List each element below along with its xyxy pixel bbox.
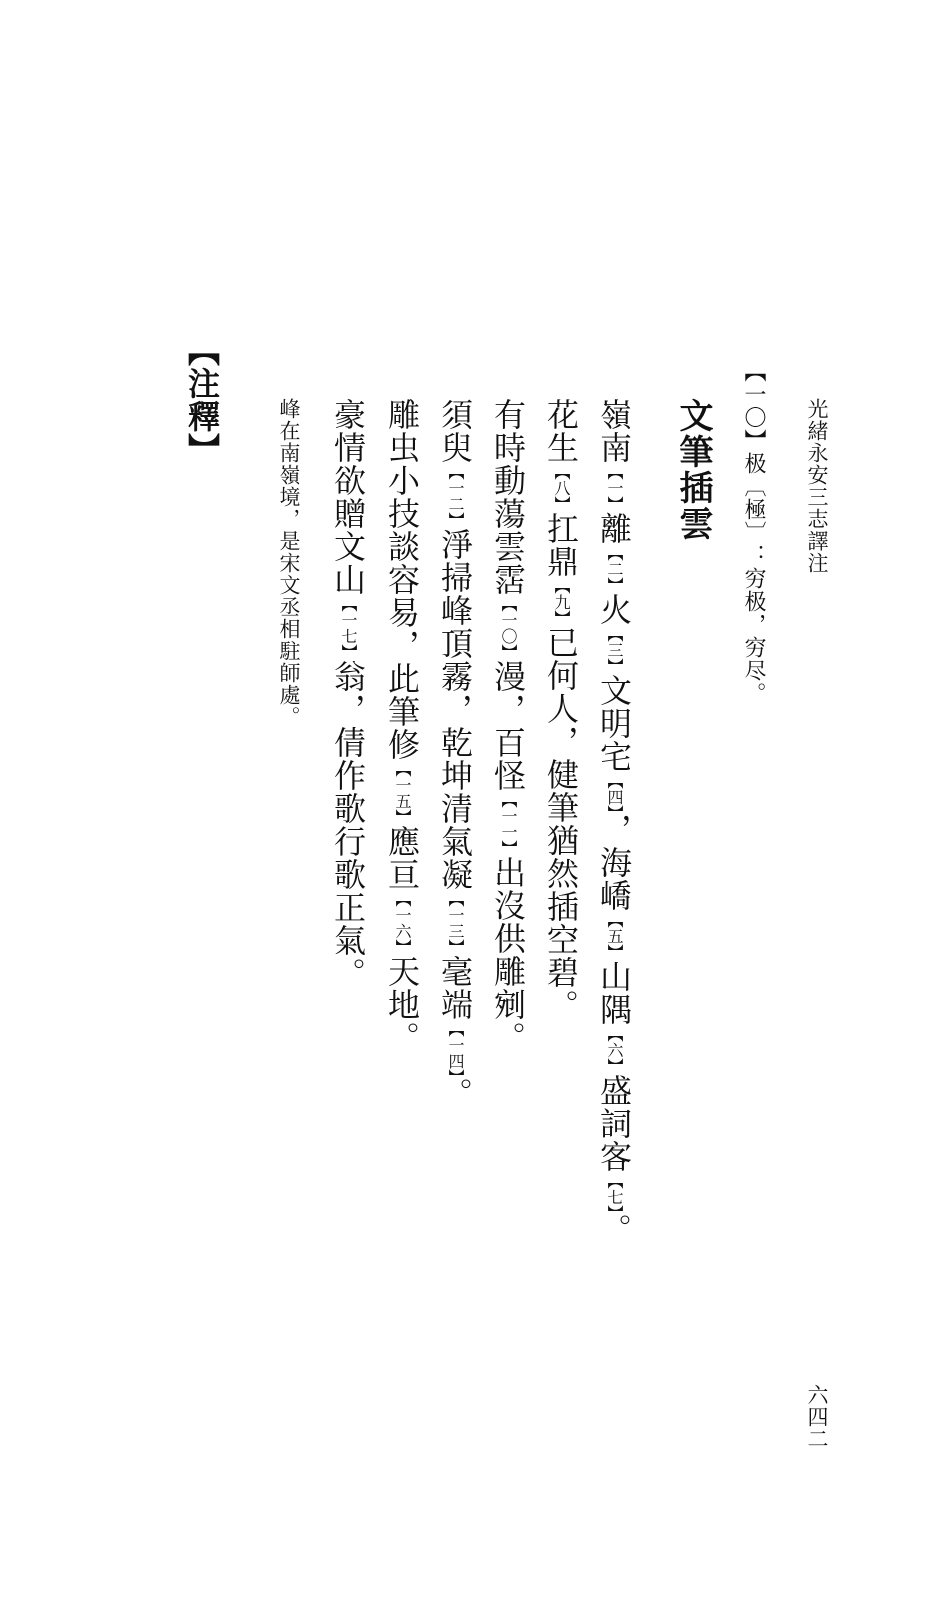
note-marker: 【一〇】 <box>499 596 518 660</box>
note-marker: 【五】 <box>605 912 624 960</box>
note-marker: 【六】 <box>605 1026 624 1074</box>
note-marker: 【一】 <box>605 464 624 512</box>
note-marker: 【一一】 <box>499 792 518 856</box>
poem-text: 出沒供雕剜。 <box>489 856 527 1054</box>
poem-text: 。 <box>595 1213 633 1246</box>
poem-title: 文筆插雲 <box>673 398 713 542</box>
running-header: 光緒永安三志譯注 <box>805 398 829 574</box>
poem-text: 嶺南 <box>595 398 633 464</box>
poem-text: 天地。 <box>383 955 421 1054</box>
note-marker: 【一三】 <box>446 891 465 955</box>
poem-text: 。 <box>436 1077 474 1110</box>
note-marker: 【一六】 <box>393 891 412 955</box>
poem-text: 文明宅 <box>595 674 633 773</box>
note-marker: 【二】 <box>605 545 624 593</box>
note-marker: 【九】 <box>552 578 571 626</box>
poem-text: 漫，百怪 <box>489 660 527 792</box>
poem-line-4 <box>436 398 474 1110</box>
poem-text: ，海嶠 <box>595 813 633 912</box>
annotations-heading: 【注釋】 <box>183 334 221 466</box>
note-marker: 【一七】 <box>339 596 358 660</box>
poem-text: 淨掃峰頂霧，乾坤清氣凝 <box>436 528 474 891</box>
poem-text: 應亘 <box>383 825 421 891</box>
poem-text: 毫端 <box>436 955 474 1021</box>
poem-text: 扛鼎 <box>542 512 580 578</box>
poem-line-5 <box>383 398 421 1054</box>
poem-text: 翁，倩作歌行歌正氣。 <box>329 660 367 990</box>
note-marker: 【三】 <box>605 626 624 674</box>
poem-text: 盛詞客 <box>595 1074 633 1173</box>
poem-text: 雕虫小技談容易，此筆修 <box>383 398 421 761</box>
poem-line-1 <box>595 398 633 1246</box>
note-marker: 【一五】 <box>393 761 412 825</box>
previous-note-10: 【一〇】极〔極〕：穷极，穷尽。 <box>741 360 766 705</box>
note-marker: 【四】 <box>605 773 624 813</box>
note-marker: 【八】 <box>552 464 571 512</box>
annotation-text: 峰在南嶺境，是宋文丞相駐師處。 <box>277 398 301 728</box>
note-marker: 【一四】 <box>446 1021 465 1077</box>
poem-text: 山隅 <box>595 960 633 1026</box>
poem-text: 須臾 <box>436 398 474 464</box>
poem-line-6 <box>329 398 367 990</box>
note-marker: 【七】 <box>605 1173 624 1213</box>
poem-line-3 <box>489 398 527 1054</box>
poem-text: 已何人，健筆猶然插空碧。 <box>542 626 580 1022</box>
poem-line-2 <box>542 398 580 1022</box>
page-number: 六四二 <box>805 1384 829 1450</box>
poem-text: 離 <box>595 512 633 545</box>
poem-text: 豪情欲贈文山 <box>329 398 367 596</box>
note-marker: 【一二】 <box>446 464 465 528</box>
poem-text: 火 <box>595 593 633 626</box>
poem-text: 有時動蕩雲霑 <box>489 398 527 596</box>
poem-text: 花生 <box>542 398 580 464</box>
